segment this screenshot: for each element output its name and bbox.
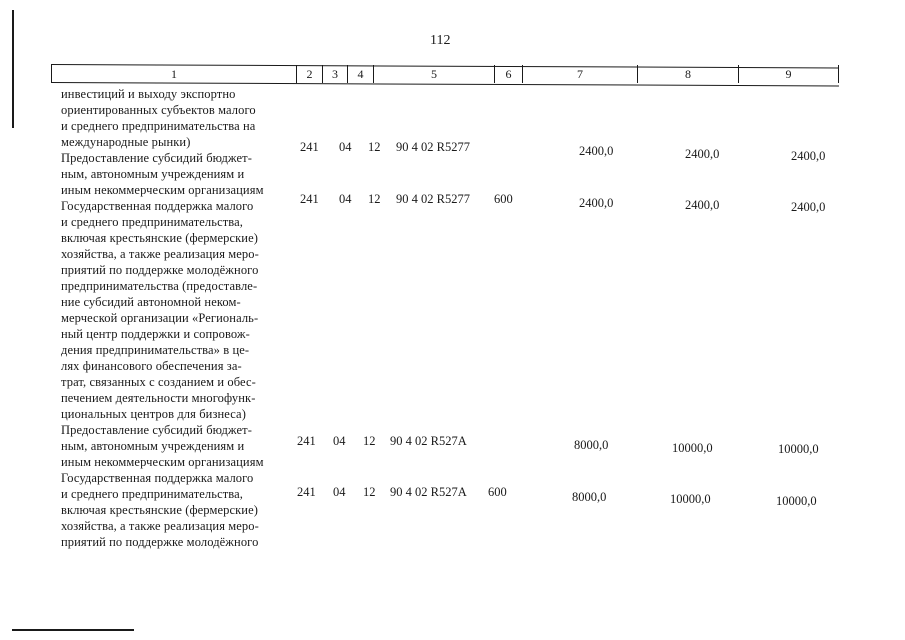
description-line: и среднего предпринимательства, bbox=[61, 487, 243, 501]
description-line: печением деятельности многофунк- bbox=[61, 391, 256, 405]
row-4-col-4: 12 bbox=[363, 485, 376, 499]
row-1-col-4: 12 bbox=[368, 140, 381, 154]
description-line: ориентированных субъектов малого bbox=[61, 103, 256, 117]
page-number: 112 bbox=[430, 33, 451, 48]
description-line: хозяйства, а также реализация меро- bbox=[61, 519, 259, 533]
row-4-col-2: 241 bbox=[297, 485, 316, 499]
description-line: трат, связанных с созданием и обес- bbox=[61, 375, 256, 389]
header-col-3: 3 bbox=[322, 65, 347, 83]
description-line: Предоставление субсидий бюджет- bbox=[61, 151, 252, 165]
row-1-col-5: 90 4 02 R5277 bbox=[396, 140, 470, 154]
row-2-col-8: 2400,0 bbox=[685, 198, 720, 212]
row-3-col-8: 10000,0 bbox=[672, 441, 713, 455]
description-line: международные рынки) bbox=[61, 135, 191, 149]
row-3-col-3: 04 bbox=[333, 434, 346, 448]
description-line: ние субсидий автономной неком- bbox=[61, 295, 241, 309]
left-margin-rule bbox=[12, 10, 14, 128]
description-line: лях финансового обеспечения за- bbox=[61, 359, 242, 373]
header-col-6: 6 bbox=[494, 65, 522, 83]
description-line: иным некоммерческим организациям bbox=[61, 183, 264, 197]
description-line: Государственная поддержка малого bbox=[61, 471, 254, 485]
row-1-col-3: 04 bbox=[339, 140, 352, 154]
header-col-9: 9 bbox=[738, 65, 839, 83]
row-4-col-3: 04 bbox=[333, 485, 346, 499]
header-col-1: 1 bbox=[51, 65, 296, 83]
footnote-rule bbox=[12, 629, 134, 631]
row-3-col-7: 8000,0 bbox=[574, 438, 609, 452]
description-line: предпринимательства (предоставле- bbox=[61, 279, 258, 293]
header-col-7: 7 bbox=[522, 65, 637, 83]
description-line: и среднего предпринимательства на bbox=[61, 119, 256, 133]
row-3-col-5: 90 4 02 R527A bbox=[390, 434, 467, 448]
description-line: мерческой организации «Региональ- bbox=[61, 311, 259, 325]
description-line: ный центр поддержки и сопровож- bbox=[61, 327, 250, 341]
row-4-col-6: 600 bbox=[488, 485, 507, 499]
row-1-col-2: 241 bbox=[300, 140, 319, 154]
row-4-col-8: 10000,0 bbox=[670, 492, 711, 506]
row-2-col-3: 04 bbox=[339, 192, 352, 206]
row-2-col-5: 90 4 02 R5277 bbox=[396, 192, 470, 206]
header-col-2: 2 bbox=[296, 65, 322, 83]
row-2-col-4: 12 bbox=[368, 192, 381, 206]
row-1-col-7: 2400,0 bbox=[579, 144, 614, 158]
row-3-col-2: 241 bbox=[297, 434, 316, 448]
header-col-8: 8 bbox=[637, 65, 738, 83]
description-line: приятий по поддержке молодёжного bbox=[61, 535, 259, 549]
description-line: хозяйства, а также реализация меро- bbox=[61, 247, 259, 261]
description-line: дения предпринимательства» в це- bbox=[61, 343, 250, 357]
row-3-col-4: 12 bbox=[363, 434, 376, 448]
description-line: инвестиций и выходу экспортно bbox=[61, 87, 236, 101]
row-2-col-9: 2400,0 bbox=[791, 200, 826, 214]
row-4-col-7: 8000,0 bbox=[572, 490, 607, 504]
description-line: Государственная поддержка малого bbox=[61, 199, 254, 213]
row-1-col-8: 2400,0 bbox=[685, 147, 720, 161]
description-line: циональных центров для бизнеса) bbox=[61, 407, 246, 421]
description-column bbox=[61, 86, 297, 550]
description-line: ным, автономным учреждениям и bbox=[61, 167, 245, 181]
row-4-col-5: 90 4 02 R527A bbox=[390, 485, 467, 499]
description-line: Предоставление субсидий бюджет- bbox=[61, 423, 252, 437]
row-2-col-2: 241 bbox=[300, 192, 319, 206]
row-2-col-7: 2400,0 bbox=[579, 196, 614, 210]
description-line: иным некоммерческим организациям bbox=[61, 455, 264, 469]
row-1-col-9: 2400,0 bbox=[791, 149, 826, 163]
header-col-4: 4 bbox=[347, 65, 373, 83]
row-4-col-9: 10000,0 bbox=[776, 494, 817, 508]
description-line: и среднего предпринимательства, bbox=[61, 215, 243, 229]
header-col-5: 5 bbox=[373, 65, 494, 83]
description-line: приятий по поддержке молодёжного bbox=[61, 263, 259, 277]
description-line: ным, автономным учреждениям и bbox=[61, 439, 245, 453]
description-line: включая крестьянские (фермерские) bbox=[61, 503, 259, 517]
row-3-col-9: 10000,0 bbox=[778, 442, 819, 456]
description-line: включая крестьянские (фермерские) bbox=[61, 231, 259, 245]
row-2-col-6: 600 bbox=[494, 192, 513, 206]
